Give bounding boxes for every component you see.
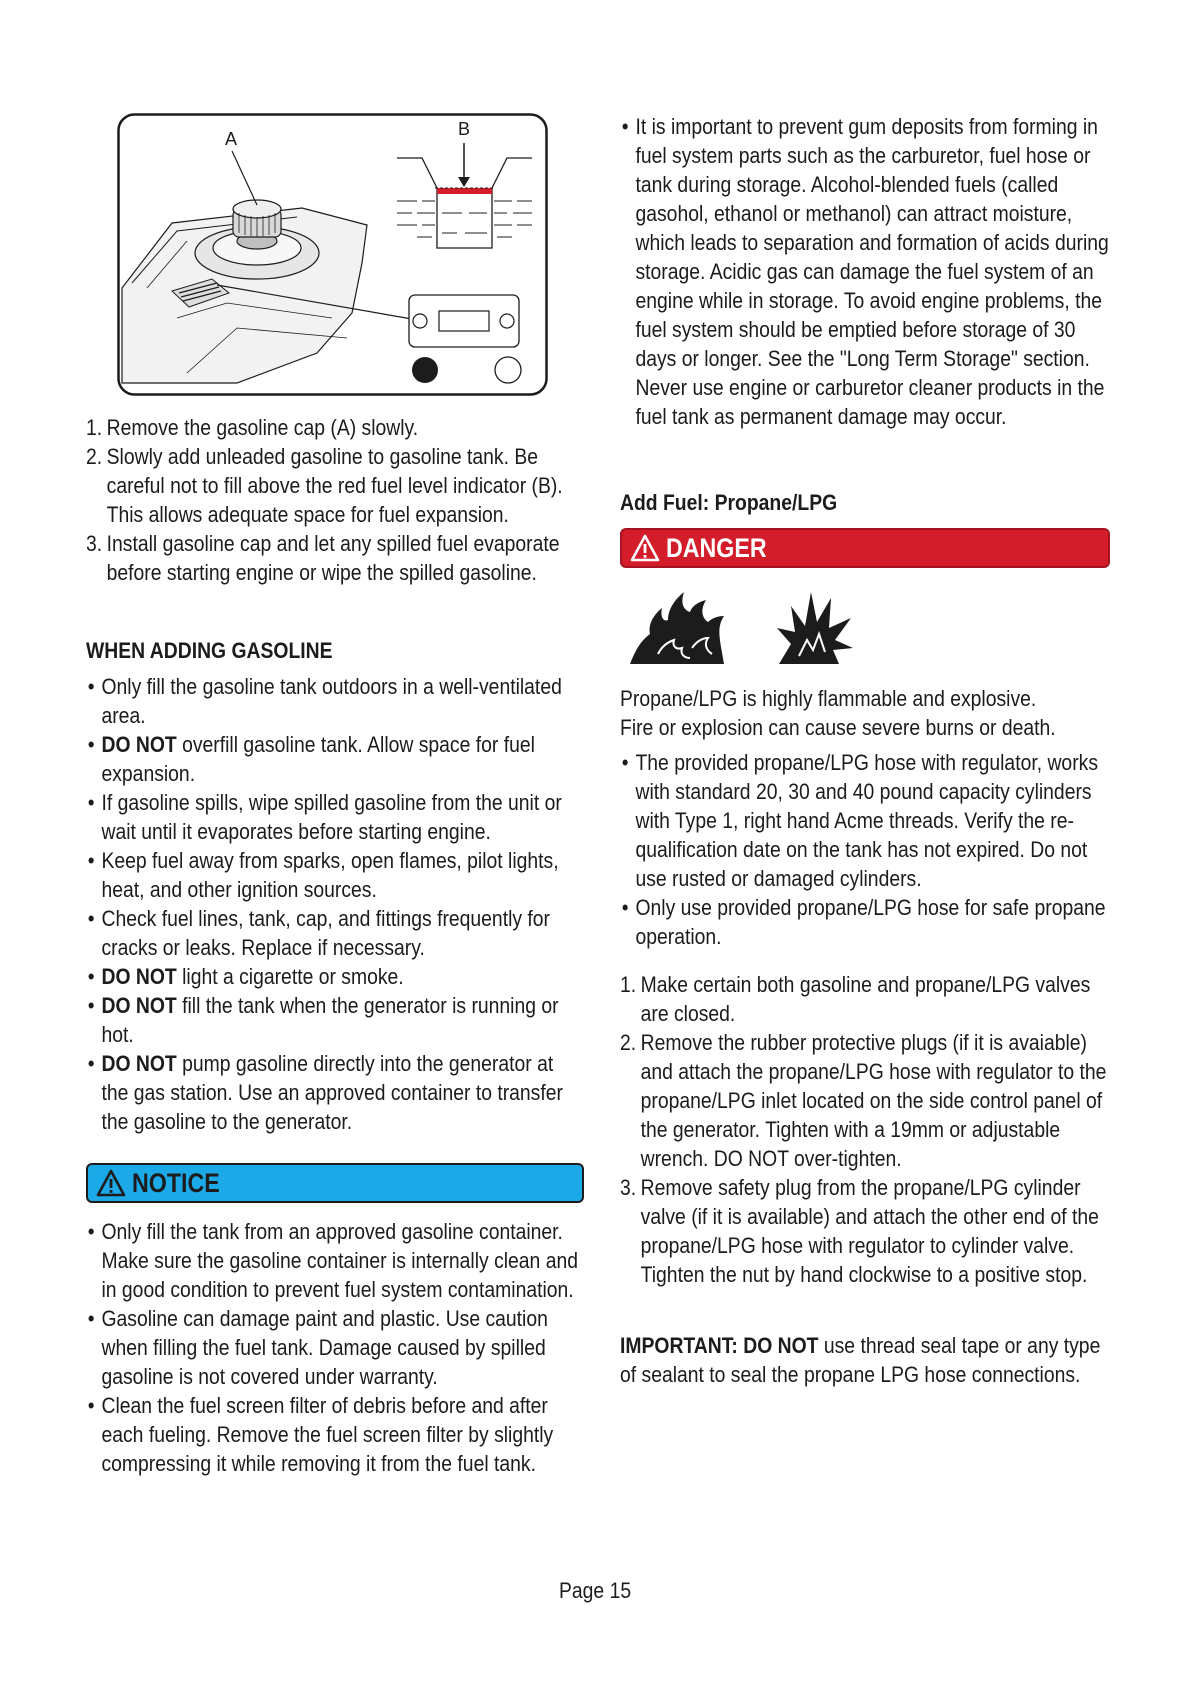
propane-heading: Add Fuel: Propane/LPG: [620, 490, 838, 515]
notice-label: NOTICE: [132, 1168, 220, 1198]
list-item: • DO NOT light a cigarette or smoke.: [86, 962, 585, 991]
hazard-line-2: Fire or explosion can cause severe burns or death.: [620, 715, 1056, 740]
gas-steps: [86, 413, 585, 587]
list-item: • Only fill the tank from an approved gasoline container. Make sure the gasoline container is internally clean and in good condition to prevent fuel system contamination.: [86, 1217, 585, 1304]
step-item: 1. Make certain both gasoline and propane/LPG valves are closed.: [620, 972, 1091, 1026]
storage-note: [620, 112, 1119, 431]
list-item: • It is important to prevent gum deposits from forming in fuel system parts such as the carburetor, fuel hose or tank during storage. Alcohol-blended fuels (called gasohol, ethanol or methanol) can attract moisture, which leads to separation and formation of acids during storage. Acidic gas can damage the fuel system of an engine while in storage. To avoid engine problems, the fuel system should be emptied before storage of 30 days or longer. See the "Long Term Storage" section. Never use engine or carburetor cleaner products in the fuel tank as permanent damage may occur.: [620, 112, 1119, 431]
list-item: • Check fuel lines, tank, cap, and fittings frequently for cracks or leaks. Replace if necessary.: [86, 904, 585, 962]
list-item: • Gasoline can damage paint and plastic. Use caution when filling the fuel tank. Damage caused by spilled gasoline is not covered under warranty.: [86, 1304, 585, 1391]
step-item: 1. Remove the gasoline cap (A) slowly.: [86, 415, 419, 440]
fire-hazard-icon: [628, 588, 728, 666]
page-number: Page 15: [559, 1578, 632, 1603]
warning-triangle-icon: [96, 1168, 126, 1198]
list-item: • If gasoline spills, wipe spilled gasoline from the unit or wait until it evaporates before starting engine.: [86, 788, 585, 846]
propane-bullets: [620, 748, 1119, 951]
list-item: • Clean the fuel screen filter of debris before and after each fueling. Remove the fuel screen filter by slightly compressing it while removing it from the fuel tank.: [86, 1391, 585, 1478]
warning-triangle-icon: [630, 533, 660, 563]
step-item: 2. Slowly add unleaded gasoline to gasoline tank. Be careful not to fill above the red fuel level indicator (B). This allows adequate space for fuel expansion.: [86, 444, 563, 527]
hazard-statement: [620, 684, 1119, 742]
list-item: • Only fill the gasoline tank outdoors in a well-ventilated area.: [86, 672, 585, 730]
list-item: • DO NOT fill the tank when the generator is running or hot.: [86, 991, 585, 1049]
label-a: A: [225, 129, 238, 149]
danger-label: DANGER: [666, 533, 767, 563]
step-item: 2. Remove the rubber protective plugs (if it is avaiable) and attach the propane/LPG hose with regulator to the propane/LPG inlet located on the side control panel of the generator. Tighten with a 19mm or adjustable wrench. DO NOT over-tighten.: [620, 1030, 1107, 1171]
list-item: • DO NOT overfill gasoline tank. Allow space for fuel expansion.: [86, 730, 585, 788]
list-item: • Only use provided propane/LPG hose for safe propane operation.: [620, 893, 1119, 951]
list-item: • Keep fuel away from sparks, open flames, pilot lights, heat, and other ignition sources.: [86, 846, 585, 904]
danger-banner: [620, 528, 1110, 568]
notice-list: [86, 1217, 585, 1478]
important-note: IMPORTANT: DO NOT use thread seal tape or any type of sealant to seal the propane LPG hose connections.: [620, 1333, 1101, 1387]
list-item: • The provided propane/LPG hose with regulator, works with standard 20, 30 and 40 pound capacity cylinders with Type 1, right hand Acme threads. Verify the re-qualification date on the tank has not expired. Do not use rusted or damaged cylinders.: [620, 748, 1119, 893]
step-item: 3. Install gasoline cap and let any spilled fuel evaporate before starting engine or wipe the spilled gasoline.: [86, 531, 560, 585]
notice-banner: [86, 1163, 584, 1203]
when-adding-heading: WHEN ADDING GASOLINE: [86, 638, 333, 663]
label-b: B: [458, 119, 471, 139]
gasoline-cap-figure: [117, 113, 548, 396]
explosion-hazard-icon: [775, 588, 855, 666]
when-adding-list: [86, 672, 585, 1136]
list-item: • DO NOT pump gasoline directly into the generator at the gas station. Use an approved container to transfer the gasoline to the generator.: [86, 1049, 585, 1136]
propane-steps: [620, 970, 1119, 1289]
step-item: 3. Remove safety plug from the propane/LPG cylinder valve (if it is available) and attach the other end of the propane/LPG hose with regulator to cylinder valve. Tighten the nut by hand clockwise to a positive stop.: [620, 1175, 1099, 1287]
hazard-line-1: Propane/LPG is highly flammable and explosive.: [620, 686, 1037, 711]
